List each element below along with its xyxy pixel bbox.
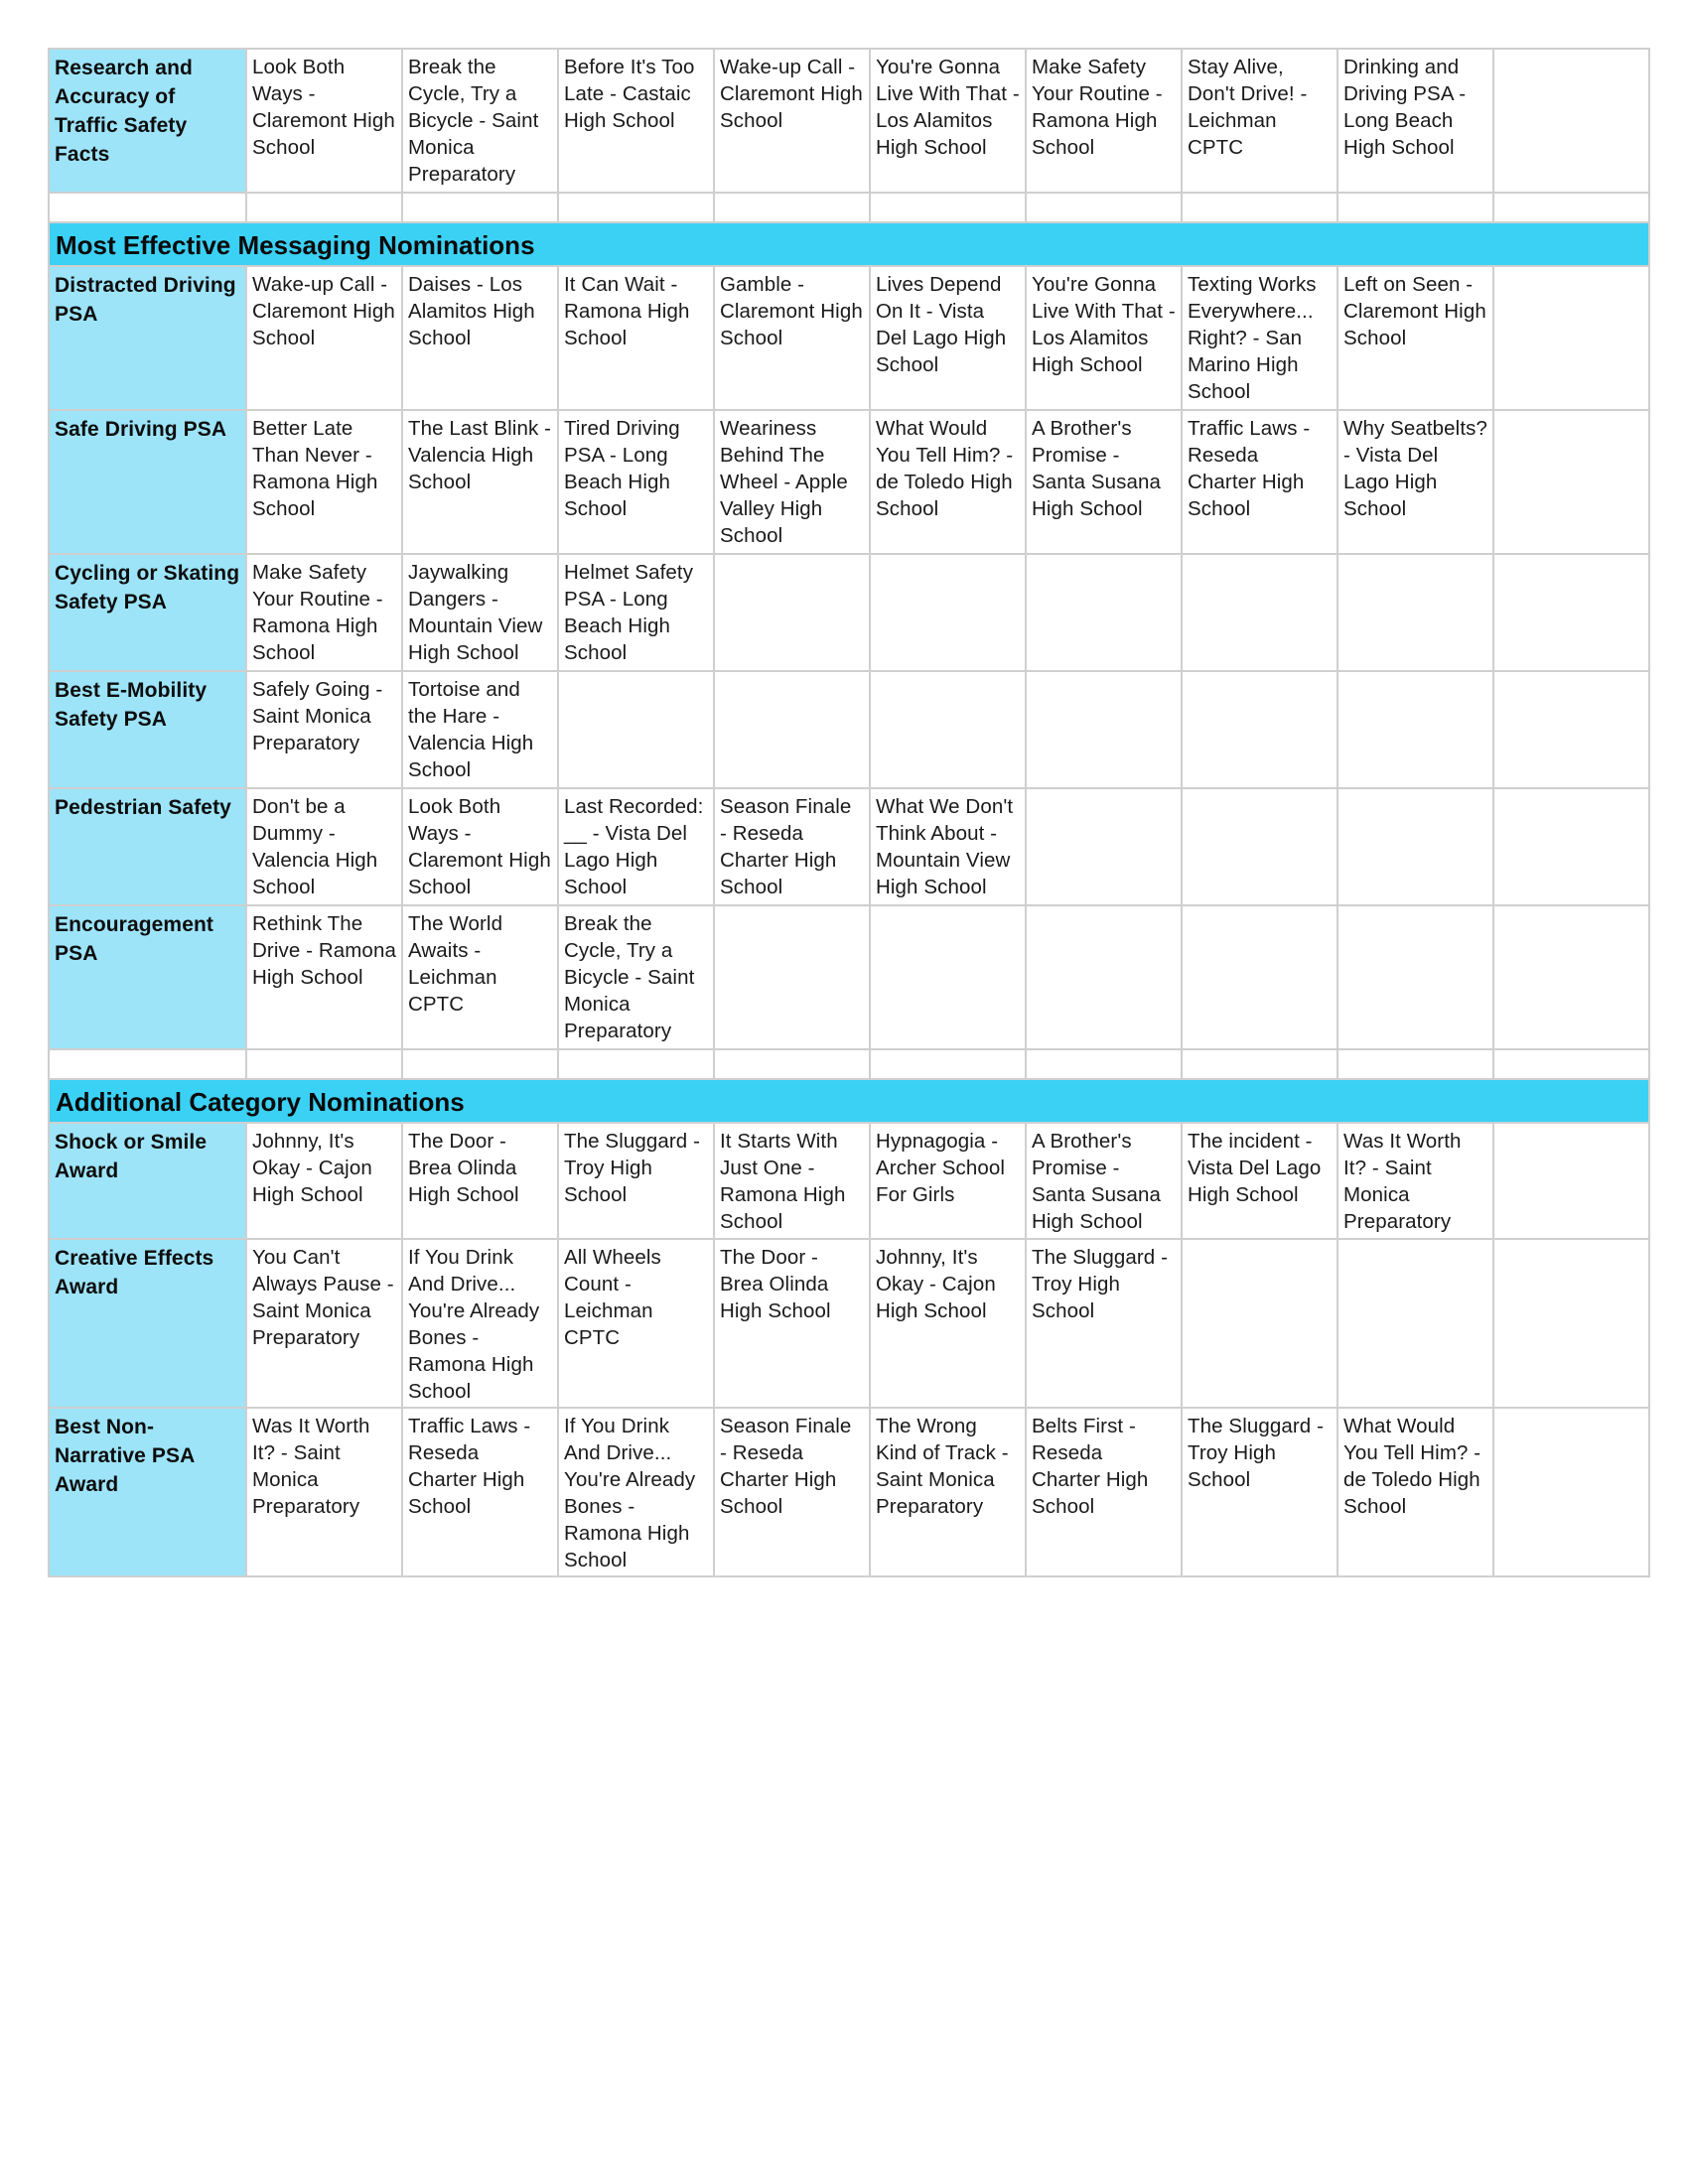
nominee-cell: Traffic Laws - Reseda Charter High School bbox=[1183, 411, 1338, 553]
nominee-cell: Weariness Behind The Wheel - Apple Valley High School bbox=[715, 411, 871, 553]
spacer-cell bbox=[1338, 194, 1494, 221]
spacer-cell bbox=[403, 1050, 559, 1078]
nominee-cell bbox=[1494, 50, 1650, 192]
nominee-cell: The Wrong Kind of Track - Saint Monica Preparatory bbox=[871, 1409, 1027, 1575]
nominee-cell: You're Gonna Live With That - Los Alamitos High School bbox=[871, 50, 1027, 192]
spacer-cell bbox=[50, 194, 247, 221]
nominee-cell: What We Don't Think About - Mountain View High School bbox=[871, 789, 1027, 904]
nominee-cell: Rethink The Drive - Ramona High School bbox=[247, 906, 403, 1048]
nominee-cell: Gamble - Claremont High School bbox=[715, 267, 871, 409]
nominee-cell: You're Gonna Live With That - Los Alamitos High School bbox=[1027, 267, 1183, 409]
nominee-cell: It Can Wait - Ramona High School bbox=[559, 267, 715, 409]
table-row bbox=[50, 267, 1650, 411]
spacer-cell bbox=[1494, 194, 1650, 221]
nominee-cell: The Sluggard - Troy High School bbox=[1027, 1240, 1183, 1407]
nominee-cell bbox=[1494, 672, 1650, 787]
nominee-cell: Tortoise and the Hare - Valencia High School bbox=[403, 672, 559, 787]
nominee-cell bbox=[1494, 555, 1650, 670]
table-row bbox=[50, 672, 1650, 789]
spacer-cell bbox=[1027, 194, 1183, 221]
nominee-cell bbox=[1338, 555, 1494, 670]
nominee-cell: The Last Blink - Valencia High School bbox=[403, 411, 559, 553]
nominee-cell bbox=[1338, 906, 1494, 1048]
nominee-cell bbox=[1338, 789, 1494, 904]
category-label: Creative Effects Award bbox=[50, 1240, 247, 1407]
nominee-cell bbox=[1183, 789, 1338, 904]
nominee-cell: Daises - Los Alamitos High School bbox=[403, 267, 559, 409]
nominee-cell: Better Late Than Never - Ramona High School bbox=[247, 411, 403, 553]
nominee-cell bbox=[559, 672, 715, 787]
nominee-cell: Was It Worth It? - Saint Monica Preparatory bbox=[1338, 1124, 1494, 1238]
nominee-cell: Traffic Laws - Reseda Charter High School bbox=[403, 1409, 559, 1575]
nominee-cell: Lives Depend On It - Vista Del Lago High School bbox=[871, 267, 1027, 409]
nominee-cell: Was It Worth It? - Saint Monica Preparatory bbox=[247, 1409, 403, 1575]
nominations-table bbox=[48, 48, 1650, 1577]
nominee-cell: The Sluggard - Troy High School bbox=[1183, 1409, 1338, 1575]
nominee-cell: Safely Going - Saint Monica Preparatory bbox=[247, 672, 403, 787]
nominee-cell: Season Finale - Reseda Charter High School bbox=[715, 1409, 871, 1575]
nominee-cell: If You Drink And Drive... You're Already Bones - Ramona High School bbox=[559, 1409, 715, 1575]
nominee-cell: Season Finale - Reseda Charter High School bbox=[715, 789, 871, 904]
nominee-cell: Look Both Ways - Claremont High School bbox=[247, 50, 403, 192]
nominee-cell: Texting Works Everywhere... Right? - San Marino High School bbox=[1183, 267, 1338, 409]
nominee-cell: Make Safety Your Routine - Ramona High School bbox=[1027, 50, 1183, 192]
table-row bbox=[50, 1409, 1650, 1577]
category-label: Safe Driving PSA bbox=[50, 411, 247, 553]
spacer-cell bbox=[1494, 1050, 1650, 1078]
section-header: Additional Category Nominations bbox=[50, 1080, 1650, 1124]
category-label: Distracted Driving PSA bbox=[50, 267, 247, 409]
nominee-cell: What Would You Tell Him? - de Toledo High School bbox=[1338, 1409, 1494, 1575]
nominee-cell bbox=[1494, 1124, 1650, 1238]
nominee-cell bbox=[1183, 906, 1338, 1048]
nominee-cell bbox=[1027, 789, 1183, 904]
nominee-cell bbox=[871, 555, 1027, 670]
spacer-cell bbox=[1183, 1050, 1338, 1078]
nominee-cell: Johnny, It's Okay - Cajon High School bbox=[871, 1240, 1027, 1407]
nominee-cell bbox=[1494, 267, 1650, 409]
nominee-cell: Johnny, It's Okay - Cajon High School bbox=[247, 1124, 403, 1238]
nominee-cell: Wake-up Call - Claremont High School bbox=[247, 267, 403, 409]
spacer-cell bbox=[715, 1050, 871, 1078]
nominee-cell bbox=[715, 906, 871, 1048]
spacer-cell bbox=[1027, 1050, 1183, 1078]
spacer-cell bbox=[559, 1050, 715, 1078]
nominee-cell bbox=[715, 672, 871, 787]
nominee-cell: You Can't Always Pause - Saint Monica Preparatory bbox=[247, 1240, 403, 1407]
nominee-cell bbox=[1494, 1409, 1650, 1575]
category-label: Encouragement PSA bbox=[50, 906, 247, 1048]
nominee-cell: All Wheels Count - Leichman CPTC bbox=[559, 1240, 715, 1407]
nominee-cell: Break the Cycle, Try a Bicycle - Saint Monica Preparatory bbox=[403, 50, 559, 192]
spacer-row bbox=[50, 1050, 1650, 1080]
nominee-cell bbox=[1494, 906, 1650, 1048]
nominee-cell bbox=[1027, 555, 1183, 670]
nominee-cell: What Would You Tell Him? - de Toledo High School bbox=[871, 411, 1027, 553]
table-row bbox=[50, 411, 1650, 555]
nominee-cell bbox=[1027, 906, 1183, 1048]
table-row bbox=[50, 1124, 1650, 1240]
nominee-cell bbox=[1494, 789, 1650, 904]
table-row bbox=[50, 555, 1650, 672]
nominee-cell: Jaywalking Dangers - Mountain View High School bbox=[403, 555, 559, 670]
nominee-cell: Stay Alive, Don't Drive! - Leichman CPTC bbox=[1183, 50, 1338, 192]
nominee-cell bbox=[1494, 411, 1650, 553]
section-header: Most Effective Messaging Nominations bbox=[50, 223, 1650, 267]
category-label: Pedestrian Safety bbox=[50, 789, 247, 904]
nominee-cell: The Sluggard - Troy High School bbox=[559, 1124, 715, 1238]
nominee-cell: Hypnagogia - Archer School For Girls bbox=[871, 1124, 1027, 1238]
nominee-cell bbox=[871, 906, 1027, 1048]
nominee-cell bbox=[871, 672, 1027, 787]
nominee-cell bbox=[1183, 555, 1338, 670]
nominee-cell: Wake-up Call - Claremont High School bbox=[715, 50, 871, 192]
spacer-cell bbox=[715, 194, 871, 221]
nominee-cell bbox=[715, 555, 871, 670]
spacer-cell bbox=[871, 194, 1027, 221]
nominee-cell: Make Safety Your Routine - Ramona High School bbox=[247, 555, 403, 670]
nominee-cell bbox=[1183, 1240, 1338, 1407]
nominee-cell: It Starts With Just One - Ramona High School bbox=[715, 1124, 871, 1238]
nominee-cell: Left on Seen - Claremont High School bbox=[1338, 267, 1494, 409]
spacer-cell bbox=[559, 194, 715, 221]
spacer-cell bbox=[1338, 1050, 1494, 1078]
category-label: Cycling or Skating Safety PSA bbox=[50, 555, 247, 670]
table-row bbox=[50, 789, 1650, 906]
nominee-cell: The Door - Brea Olinda High School bbox=[715, 1240, 871, 1407]
nominee-cell: The World Awaits - Leichman CPTC bbox=[403, 906, 559, 1048]
spacer-cell bbox=[247, 194, 403, 221]
nominee-cell bbox=[1027, 672, 1183, 787]
nominee-cell: Look Both Ways - Claremont High School bbox=[403, 789, 559, 904]
spacer-cell bbox=[1183, 194, 1338, 221]
nominee-cell: Before It's Too Late - Castaic High School bbox=[559, 50, 715, 192]
nominee-cell: Last Recorded: __ - Vista Del Lago High School bbox=[559, 789, 715, 904]
nominee-cell bbox=[1338, 672, 1494, 787]
spacer-cell bbox=[50, 1050, 247, 1078]
spacer-cell bbox=[871, 1050, 1027, 1078]
table-row bbox=[50, 50, 1650, 194]
spacer-cell bbox=[247, 1050, 403, 1078]
nominee-cell: Drinking and Driving PSA - Long Beach High School bbox=[1338, 50, 1494, 192]
nominee-cell: Break the Cycle, Try a Bicycle - Saint Monica Preparatory bbox=[559, 906, 715, 1048]
nominee-cell: The Door - Brea Olinda High School bbox=[403, 1124, 559, 1238]
nominee-cell: Don't be a Dummy - Valencia High School bbox=[247, 789, 403, 904]
category-label: Best E-Mobility Safety PSA bbox=[50, 672, 247, 787]
nominee-cell: Tired Driving PSA - Long Beach High School bbox=[559, 411, 715, 553]
category-label: Shock or Smile Award bbox=[50, 1124, 247, 1238]
table-row bbox=[50, 906, 1650, 1050]
nominee-cell: If You Drink And Drive... You're Already Bones - Ramona High School bbox=[403, 1240, 559, 1407]
nominee-cell: The incident - Vista Del Lago High School bbox=[1183, 1124, 1338, 1238]
nominee-cell bbox=[1183, 672, 1338, 787]
nominee-cell bbox=[1494, 1240, 1650, 1407]
nominee-cell bbox=[1338, 1240, 1494, 1407]
nominee-cell: Belts First - Reseda Charter High School bbox=[1027, 1409, 1183, 1575]
spacer-cell bbox=[403, 194, 559, 221]
nominee-cell: A Brother's Promise - Santa Susana High School bbox=[1027, 411, 1183, 553]
nominee-cell: Why Seatbelts? - Vista Del Lago High School bbox=[1338, 411, 1494, 553]
table-row bbox=[50, 1240, 1650, 1409]
nominee-cell: A Brother's Promise - Santa Susana High School bbox=[1027, 1124, 1183, 1238]
spacer-row bbox=[50, 194, 1650, 223]
nominee-cell: Helmet Safety PSA - Long Beach High School bbox=[559, 555, 715, 670]
category-label: Research and Accuracy of Traffic Safety Facts bbox=[50, 50, 247, 192]
category-label: Best Non-Narrative PSA Award bbox=[50, 1409, 247, 1575]
